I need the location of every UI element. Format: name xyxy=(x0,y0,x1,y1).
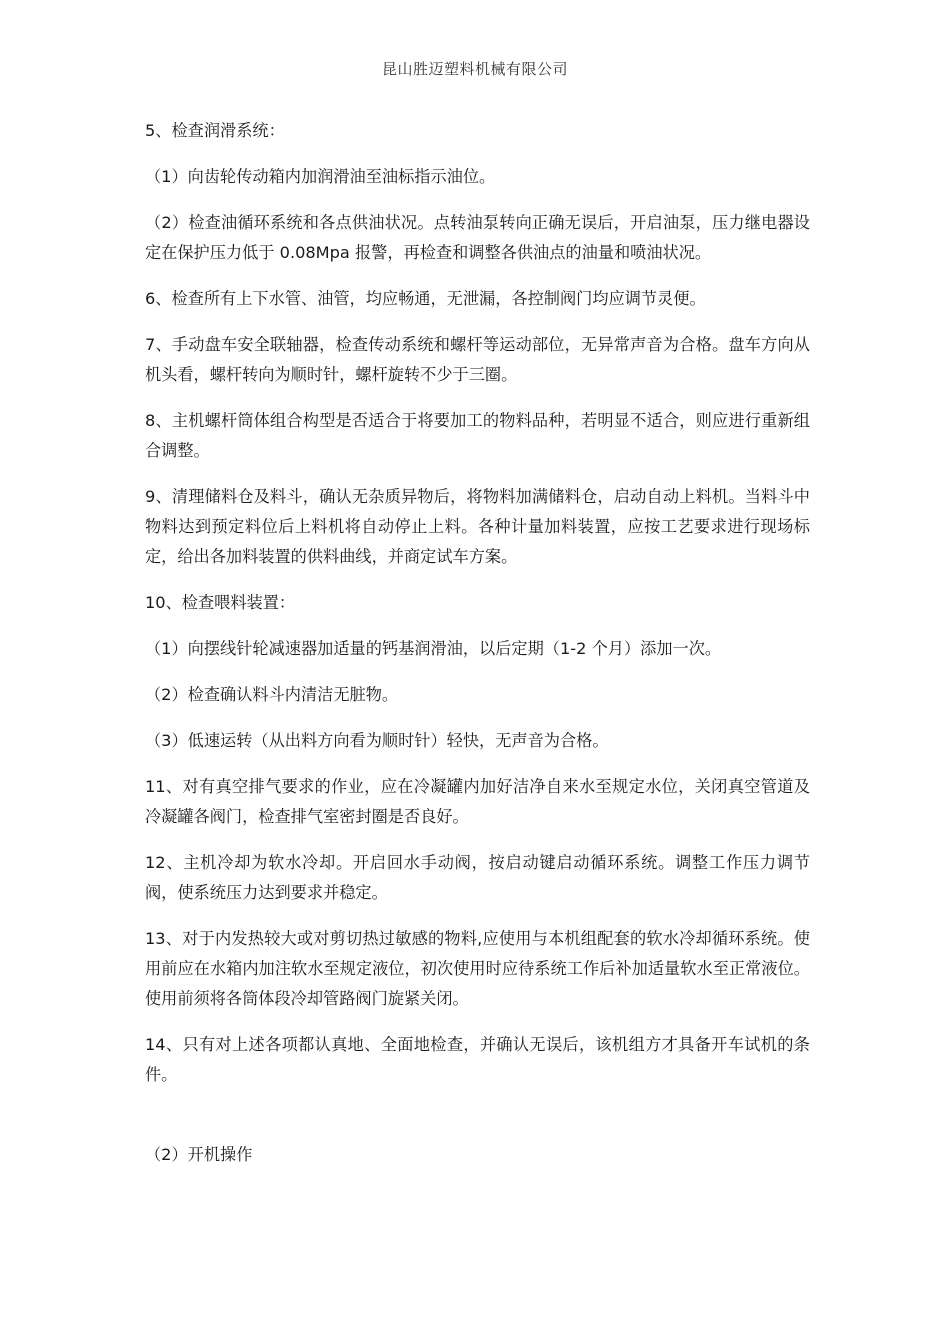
section-heading-startup: （2）开机操作 xyxy=(145,1145,253,1164)
paragraph-item-10-2: （2）检查确认料斗内清洁无脏物。 xyxy=(145,685,399,704)
paragraph-item-5-title: 5、检查润滑系统： xyxy=(145,121,285,140)
document-body xyxy=(145,116,810,1186)
paragraph-item-7: 7、手动盘车安全联轴器，检查传动系统和螺杆等运动部位，无异常声音为合格。盘车方向从机头看，螺杆转向为顺时针，螺杆旋转不少于三圈。 xyxy=(145,335,810,384)
paragraph-item-9: 9、清理储料仓及料斗，确认无杂质异物后，将物料加满储料仓，启动自动上料机。当料斗中物料达到预定料位后上料机将自动停止上料。各种计量加料装置，应按工艺要求进行现场标定，给出各加料装置的供料曲线，并商定试车方案。 xyxy=(145,487,810,566)
paragraph-item-5-1: （1）向齿轮传动箱内加润滑油至油标指示油位。 xyxy=(145,167,496,186)
paragraph-item-8: 8、主机螺杆筒体组合构型是否适合于将要加工的物料品种，若明显不适合，则应进行重新组合调整。 xyxy=(145,411,810,460)
paragraph-item-14: 14、只有对上述各项都认真地、全面地检查，并确认无误后，该机组方才具备开车试机的条件。 xyxy=(145,1035,810,1084)
paragraph-item-10-title: 10、检查喂料装置： xyxy=(145,593,296,612)
paragraph-item-5-2: （2）检查油循环系统和各点供油状况。点转油泵转向正确无误后，开启油泵，压力继电器设定在保护压力低于 0.08Mpa 报警，再检查和调整各供油点的油量和喷油状况。 xyxy=(145,213,810,262)
paragraph-item-13: 13、对于内发热较大或对剪切热过敏感的物料,应使用与本机组配套的软水冷却循环系统。使用前应在水箱内加注软水至规定液位，初次使用时应待系统工作后补加适量软水至正常液位。使用前须将各筒体段冷却管路阀门旋紧关闭。 xyxy=(145,929,810,1008)
page-header-company: 昆山胜迈塑料机械有限公司 xyxy=(381,60,568,78)
paragraph-item-12: 12、主机冷却为软水冷却。开启回水手动阀，按启动键启动循环系统。调整工作压力调节阀，使系统压力达到要求并稳定。 xyxy=(145,853,810,902)
paragraph-item-10-1: （1）向摆线针轮减速器加适量的钙基润滑油，以后定期（1-2 个月）添加一次。 xyxy=(145,639,722,658)
paragraph-item-11: 11、对有真空排气要求的作业，应在冷凝罐内加好洁净自来水至规定水位，关闭真空管道及冷凝罐各阀门，检查排气室密封圈是否良好。 xyxy=(145,777,810,826)
paragraph-item-10-3: （3）低速运转（从出料方向看为顺时针）轻快，无声音为合格。 xyxy=(145,731,609,750)
paragraph-item-6: 6、检查所有上下水管、油管，均应畅通，无泄漏，各控制阀门均应调节灵便。 xyxy=(145,289,706,308)
